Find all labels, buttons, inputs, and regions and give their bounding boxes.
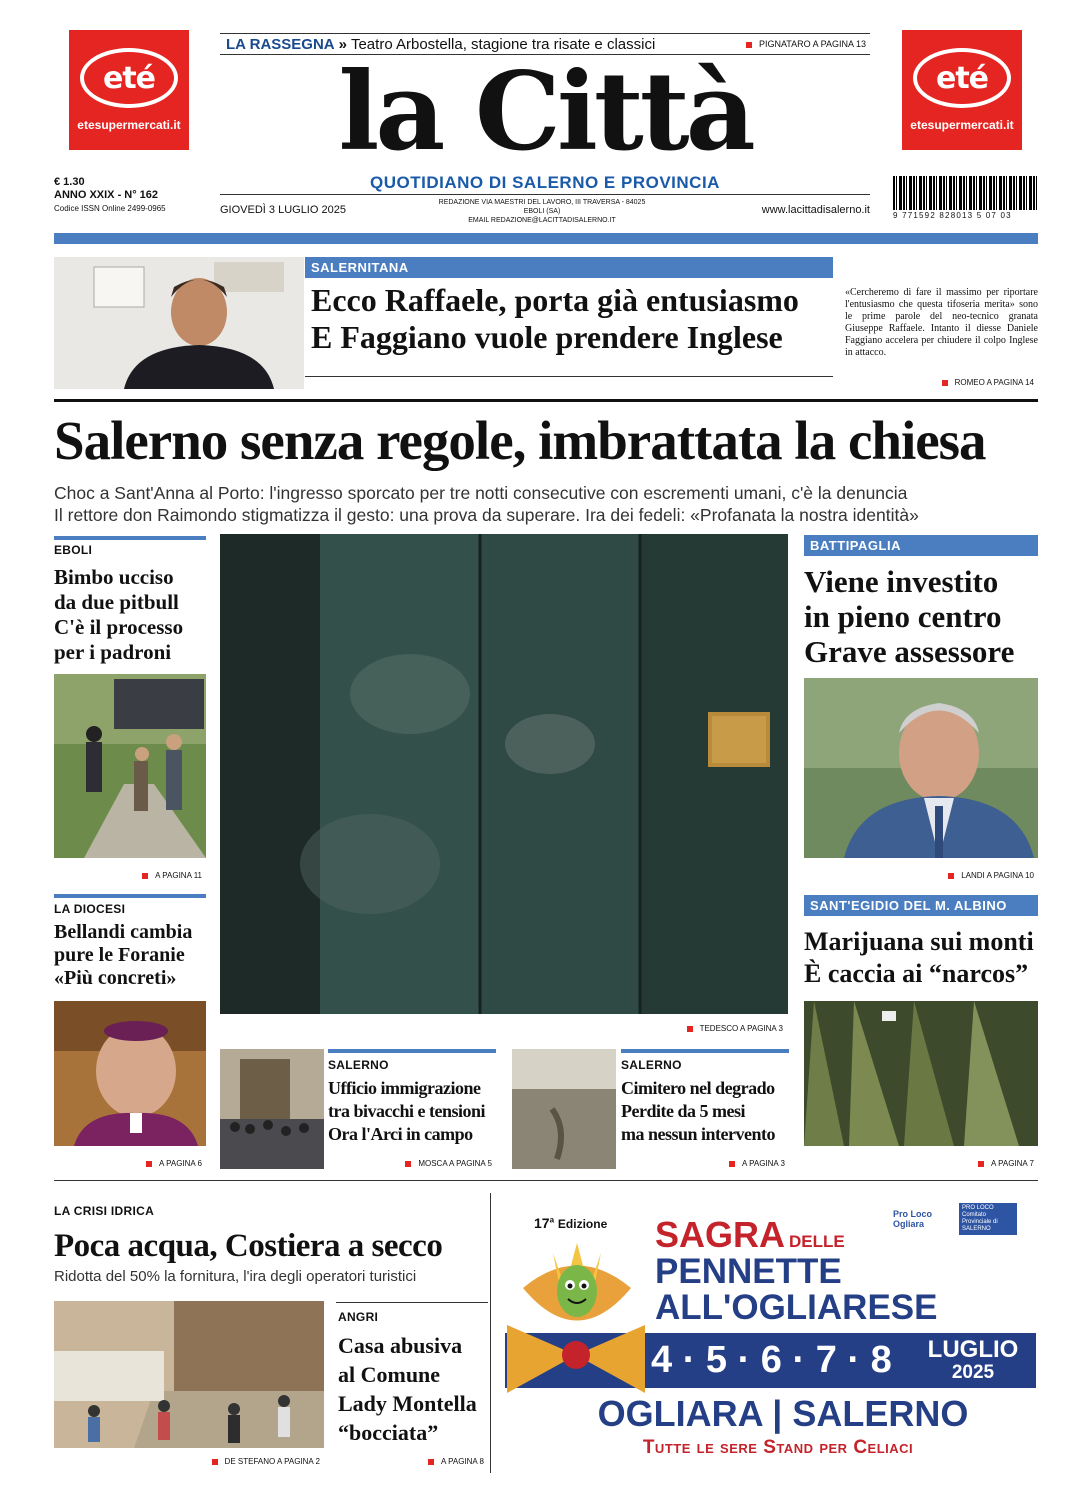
ete-logo: eté xyxy=(80,48,178,108)
salerno1-headline[interactable]: Ufficio immigrazione tra bivacchi e tensioni Ora l'Arci in campo xyxy=(328,1078,485,1144)
santegidio-headline[interactable]: Marijuana sui monti È caccia ai “narcos” xyxy=(804,927,1034,988)
price: € 1.30 xyxy=(54,176,85,188)
main-headline[interactable]: Salerno senza regole, imbrattata la chiesa xyxy=(54,410,986,471)
santegidio-ref: A PAGINA 7 xyxy=(804,1159,1034,1168)
website-link[interactable]: www.lacittadisalerno.it xyxy=(761,204,870,216)
diocesi-headline[interactable]: Bellandi cambia pure le Foranie «Più concreti» xyxy=(54,921,193,989)
info-line xyxy=(220,194,870,222)
bottom-vrule xyxy=(490,1193,491,1473)
eboli-rule xyxy=(54,536,206,540)
section-santegidio: SANT'EGIDIO DEL M. ALBINO xyxy=(804,895,1038,916)
battipaglia-ref: LANDI A PAGINA 10 xyxy=(804,871,1034,880)
diocesi-ref: A PAGINA 6 xyxy=(54,1159,202,1168)
rassegna-label: LA RASSEGNA xyxy=(226,35,335,53)
rassegna-text: Teatro Arbostella, stagione tra risate e classici xyxy=(350,35,656,53)
salerno2-headline[interactable]: Cimitero nel degrado Perdite da 5 mesi ma nessun intervento xyxy=(621,1078,776,1144)
salerno1-ref: MOSCA A PAGINA 5 xyxy=(328,1159,492,1168)
salernitana-headline-2: E Faggiano vuole prendere Inglese xyxy=(311,319,783,355)
proloco-comitato-logo: PRO LOCO Comitato Provinciale di SALERNO xyxy=(959,1203,1017,1235)
section-salernitana: SALERNITANA xyxy=(305,257,833,278)
sagra-place: OGLIARA | SALERNO xyxy=(597,1393,969,1434)
masthead-tagline: QUOTIDIANO DI SALERNO E PROVINCIA xyxy=(370,173,720,192)
masthead-title: la Città xyxy=(338,49,752,175)
barcode-bars xyxy=(893,176,1039,210)
barcode-number: 9 771592 828013 5 07 03 xyxy=(893,211,1012,220)
angri-ref: A PAGINA 8 xyxy=(338,1457,484,1466)
eboli-ref: A PAGINA 11 xyxy=(54,871,202,880)
section-eboli: EBOLI xyxy=(54,543,93,557)
eboli-photo[interactable] xyxy=(54,674,206,858)
anno: ANNO XXIX - N° 162 xyxy=(54,189,159,201)
main-ref: TEDESCO A PAGINA 3 xyxy=(600,1024,783,1033)
marijuana-photo[interactable] xyxy=(804,1001,1038,1146)
diocesi-rule xyxy=(54,894,206,898)
bellandi-photo[interactable] xyxy=(54,1001,206,1146)
cimitero-photo[interactable] xyxy=(512,1049,616,1169)
salerno2-ref: A PAGINA 3 xyxy=(621,1159,785,1168)
issn: Codice ISSN Online 2499-0965 xyxy=(54,204,166,213)
salerno2-rule xyxy=(621,1049,789,1053)
salernitana-headline-1: Ecco Raffaele, porta già entusiasmo xyxy=(311,282,799,318)
section-angri: ANGRI xyxy=(338,1310,379,1324)
sagra-days: 4 · 5 · 6 · 7 · 8 xyxy=(651,1339,892,1381)
blue-divider xyxy=(54,233,1038,244)
ete-ad-left[interactable] xyxy=(69,30,189,150)
issue-info xyxy=(54,176,166,215)
arrows-icon: » xyxy=(338,35,347,53)
section-diocesi: LA DIOCESI xyxy=(54,902,126,916)
issue-date: GIOVEDÌ 3 LUGLIO 2025 xyxy=(220,204,346,216)
rule-main xyxy=(54,399,1038,402)
crisi-ref: DE STEFANO A PAGINA 2 xyxy=(54,1457,320,1466)
ete-ad-right[interactable] xyxy=(902,30,1022,150)
crisi-headline[interactable]: Poca acqua, Costiera a secco xyxy=(54,1228,443,1264)
sagra-name-2: ALL'OGLIARESE xyxy=(655,1288,938,1327)
proloco-logos xyxy=(893,1205,1023,1233)
immigrazione-photo[interactable] xyxy=(220,1049,324,1169)
main-sub-2: Il rettore don Raimondo stigmatizza il gesto: una prova da superare. Ira dei fedeli: «Profanata la nostra identità» xyxy=(54,505,919,525)
eboli-headline[interactable]: Bimbo ucciso da due pitbull C'è il processo per i padroni xyxy=(54,565,184,664)
battipaglia-headline[interactable]: Viene investito in pieno centro Grave assessore xyxy=(804,564,1015,669)
salernitana-ref: ROMEO A PAGINA 14 xyxy=(845,378,1034,387)
ete-logo: eté xyxy=(913,48,1011,108)
section-salerno-2: SALERNO xyxy=(621,1058,682,1072)
crisi-sub: Ridotta del 50% la fornitura, l'ira degli operatori turistici xyxy=(54,1268,417,1285)
redazione-address: REDAZIONE VIA MAESTRI DEL LAVORO, III TRAVERSA - 84025 EBOLI (SA) EMAIL REDAZIONE@LACITTADISALERNO.IT xyxy=(438,199,646,224)
sagra-footer: Tutte le sere Stand per Celiaci xyxy=(642,1437,914,1458)
salernitana-summary: «Cercheremo di fare il massimo per riportare l'entusiasmo che questa tifoseria merita» sono le prime parole del neo-tecnico granata Giuseppe Raffaele. Intanto il diesse Daniele Faggiano accelera per chiudere il colpo Inglese in attacco. xyxy=(845,287,1038,358)
raffaele-photo[interactable] xyxy=(54,257,304,389)
section-salerno-1: SALERNO xyxy=(328,1058,389,1072)
ete-url: etesupermercati.it xyxy=(77,118,181,132)
section-crisi: LA CRISI IDRICA xyxy=(54,1204,155,1218)
sagra-name-1: PENNETTE xyxy=(655,1252,842,1291)
costiera-photo[interactable] xyxy=(54,1301,324,1448)
sagra-month: LUGLIO 2025 xyxy=(927,1336,1019,1383)
bullet-icon xyxy=(746,42,752,48)
barcode xyxy=(893,176,1039,226)
section-battipaglia: BATTIPAGLIA xyxy=(804,535,1038,556)
angri-headline[interactable]: Casa abusiva al Comune Lady Montella “bocciata” xyxy=(338,1333,477,1445)
proloco-logo: Pro Loco Ogliara xyxy=(893,1209,933,1229)
sagra-edition: 17$^a$ Edizione xyxy=(534,1215,608,1231)
angri-rule xyxy=(336,1302,488,1303)
church-door-photo[interactable] xyxy=(220,534,788,1014)
sagra-ad[interactable] xyxy=(503,1193,1038,1483)
rassegna-ref: PIGNATARO A PAGINA 13 xyxy=(746,39,866,49)
rule-bottom xyxy=(54,1180,1038,1181)
sagra-word: SAGRA DELLE xyxy=(655,1214,845,1255)
salernitana-story[interactable] xyxy=(305,257,833,377)
battipaglia-photo[interactable] xyxy=(804,678,1038,858)
salerno1-rule xyxy=(328,1049,496,1053)
main-sub-1: Choc a Sant'Anna al Porto: l'ingresso sporcato per tre notti consecutive con escrementi umani, c'è la denuncia xyxy=(54,483,908,503)
ete-url: etesupermercati.it xyxy=(910,118,1014,132)
pasta-bow-icon xyxy=(507,1315,645,1395)
